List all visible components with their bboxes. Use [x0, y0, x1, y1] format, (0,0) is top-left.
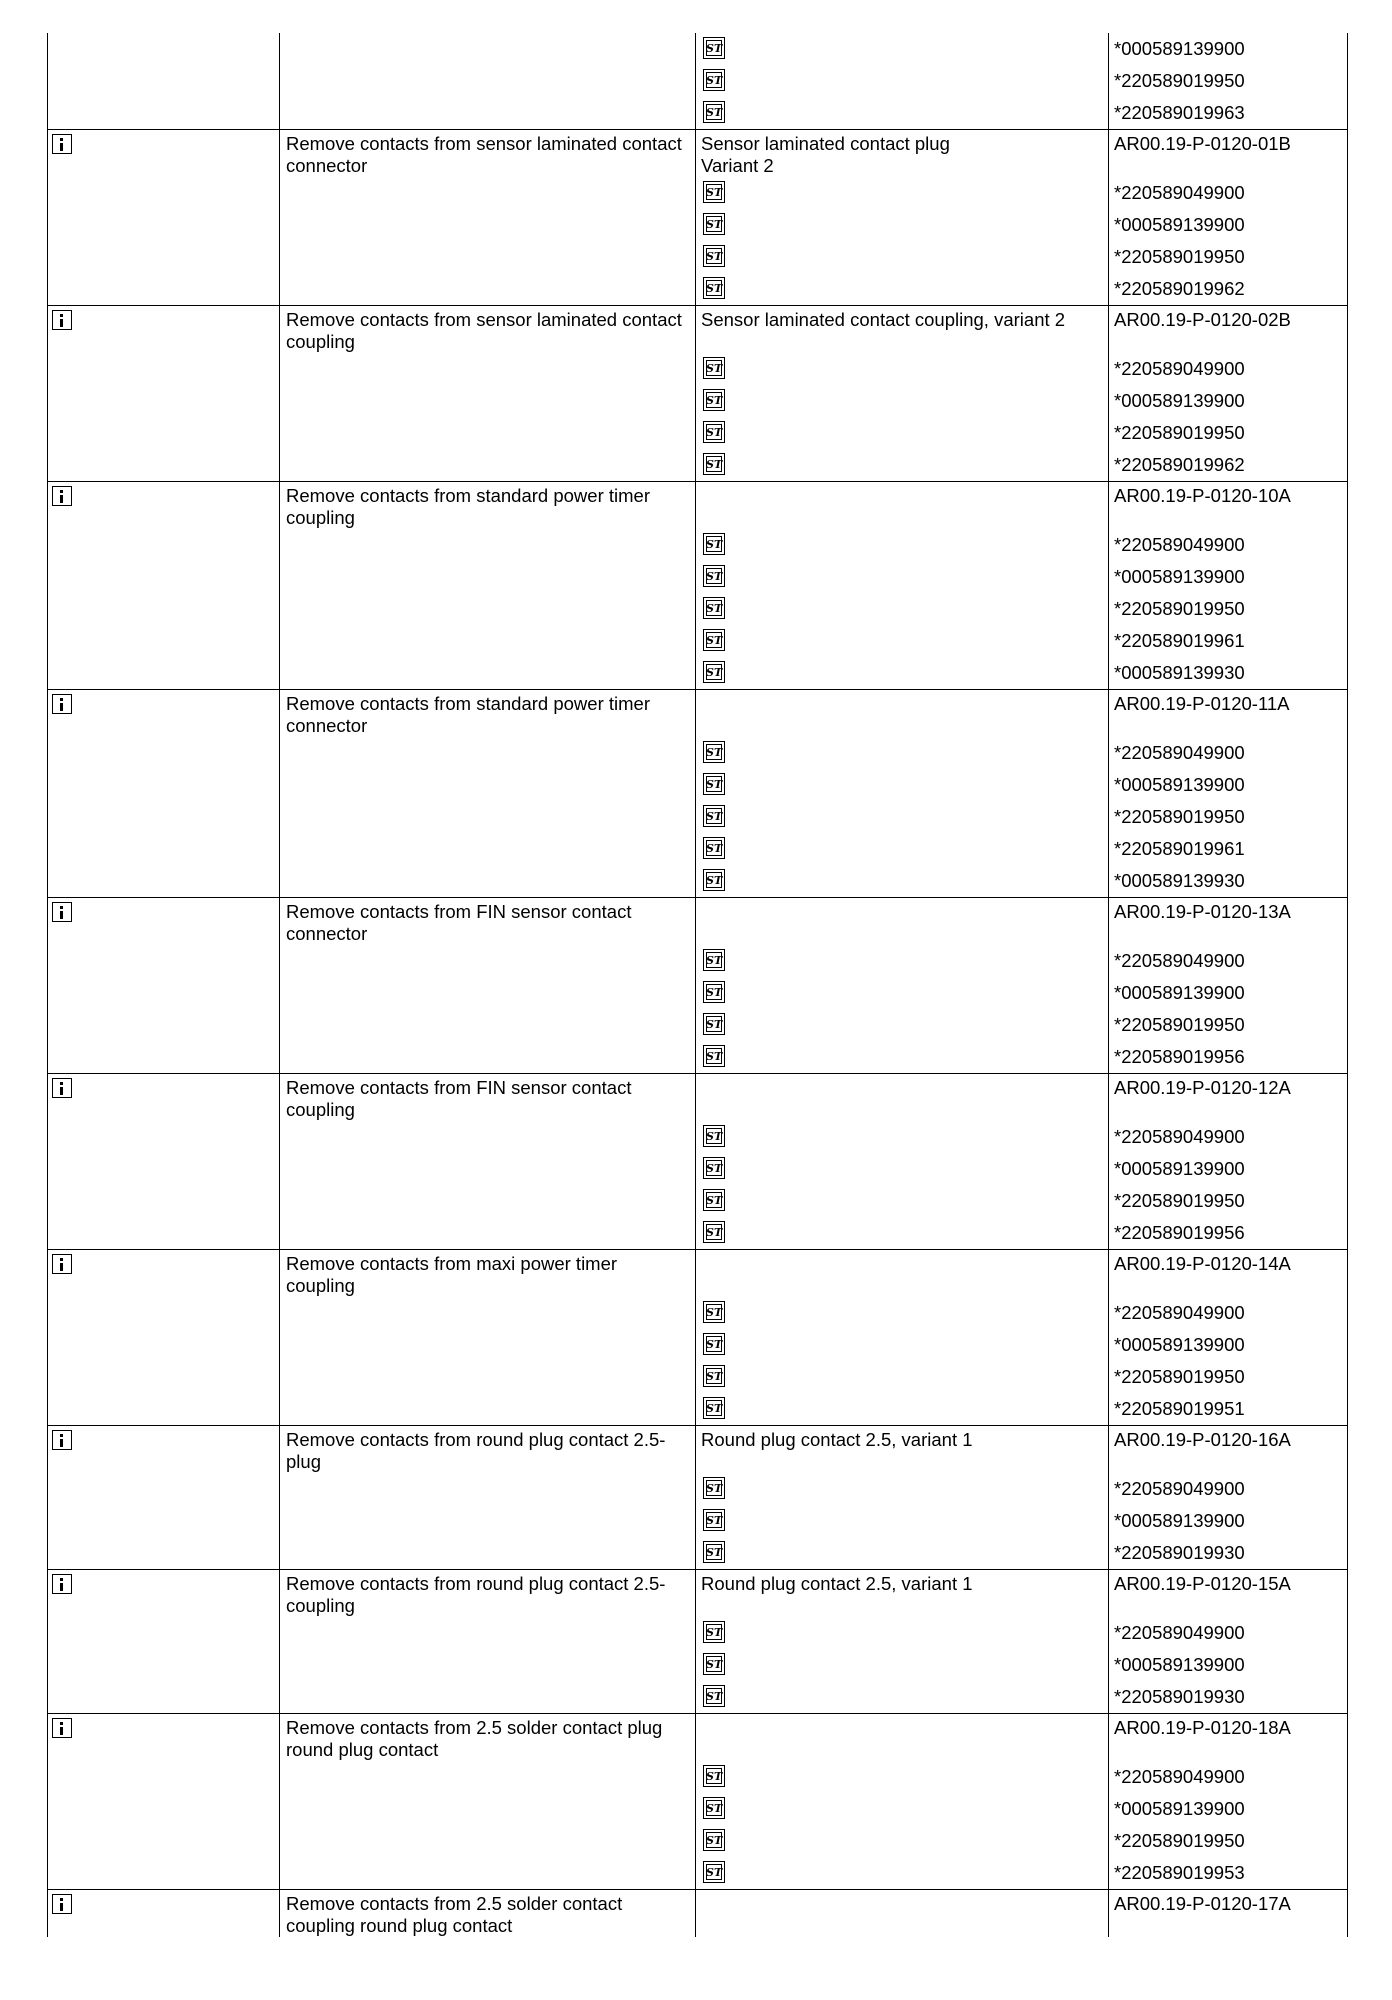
tool-row	[696, 977, 1108, 1009]
tool-part-number[interactable]: *220589019962	[1114, 454, 1245, 475]
tool-part-number[interactable]: *220589019950	[1114, 246, 1245, 267]
tool-part-number[interactable]: *220589019930	[1114, 1686, 1245, 1707]
work-reference-link[interactable]: AR00.19-P-0120-12A	[1114, 1077, 1291, 1098]
tool-part-number[interactable]: *000589139900	[1114, 774, 1245, 795]
tool-part-number[interactable]: *220589019950	[1114, 1830, 1245, 1851]
special-tool-icon[interactable]: ST	[703, 101, 725, 123]
spacer-line	[1114, 923, 1343, 945]
work-step-description: Remove contacts from maxi power timer coupling	[286, 1253, 618, 1296]
work-reference-link[interactable]: AR00.19-P-0120-13A	[1114, 901, 1291, 922]
info-icon[interactable]	[52, 486, 72, 506]
component-spec	[696, 898, 1108, 945]
tool-part-number[interactable]: *000589139900	[1114, 982, 1245, 1003]
special-tool-icon[interactable]: ST	[703, 1765, 725, 1787]
tool-row	[696, 625, 1108, 657]
work-reference-link[interactable]: AR00.19-P-0120-01B	[1114, 133, 1291, 154]
tool-part-number[interactable]: *220589049900	[1114, 358, 1245, 379]
component-cell	[696, 898, 1109, 1074]
tool-row	[696, 209, 1108, 241]
info-icon[interactable]	[52, 1574, 72, 1594]
table-row	[48, 1250, 1348, 1426]
tool-part-number[interactable]: *220589019962	[1114, 278, 1245, 299]
special-tool-icon[interactable]: ST	[703, 773, 725, 795]
spacer-line	[1114, 1739, 1343, 1761]
description-cell	[280, 1426, 696, 1570]
tool-part-number[interactable]: *220589019953	[1114, 1862, 1245, 1883]
spec-line: Round plug contact 2.5, variant 1	[701, 1573, 973, 1594]
component-cell	[696, 306, 1109, 482]
work-step-description: Remove contacts from FIN sensor contact coupling	[286, 1077, 632, 1120]
spec-line: Round plug contact 2.5, variant 1	[701, 1429, 973, 1450]
spec-line	[701, 1915, 1104, 1937]
special-tool-icon[interactable]: ST	[703, 1477, 725, 1499]
special-tool-icon[interactable]: ST	[703, 741, 725, 763]
tool-row	[696, 657, 1108, 689]
spec-line	[701, 1099, 1104, 1121]
special-tool-icon[interactable]: ST	[703, 421, 725, 443]
tool-row	[696, 449, 1108, 481]
spec-line	[701, 901, 1104, 923]
special-tool-icon[interactable]: ST	[703, 533, 725, 555]
tool-part-number[interactable]: *220589049900	[1114, 1126, 1245, 1147]
spec-line	[701, 485, 1104, 507]
tool-part-number[interactable]: *220589049900	[1114, 182, 1245, 203]
special-tool-icon[interactable]: ST	[703, 1221, 725, 1243]
tool-row	[696, 1649, 1108, 1681]
tool-row	[696, 1473, 1108, 1505]
component-spec	[696, 130, 1108, 177]
reference-block	[1109, 1426, 1347, 1473]
description-cell	[280, 482, 696, 690]
component-spec	[696, 1714, 1108, 1761]
work-reference-link[interactable]: AR00.19-P-0120-10A	[1114, 485, 1291, 506]
reference-cell	[1109, 33, 1348, 130]
table-row	[48, 482, 1348, 690]
tool-row	[696, 1361, 1108, 1393]
tool-part-number[interactable]: *220589019950	[1114, 1366, 1245, 1387]
special-tool-icon[interactable]: ST	[703, 213, 725, 235]
work-reference-link[interactable]: AR00.19-P-0120-11A	[1114, 693, 1290, 714]
spec-line	[701, 1595, 1104, 1617]
spacer-line	[1114, 1451, 1343, 1473]
work-step-description: Remove contacts from round plug contact 2.5-plug	[286, 1429, 666, 1472]
tool-row	[696, 1681, 1108, 1713]
special-tool-icon[interactable]: ST	[703, 1397, 725, 1419]
tool-part-number[interactable]: *000589139900	[1114, 1158, 1245, 1179]
spec-line	[701, 331, 1104, 353]
special-tool-icon[interactable]: ST	[703, 389, 725, 411]
tool-row	[696, 353, 1108, 385]
info-icon[interactable]	[52, 1254, 72, 1274]
work-step-description: Remove contacts from 2.5 solder contact plug round plug contact	[286, 1717, 663, 1760]
special-tool-icon[interactable]: ST	[703, 1333, 725, 1355]
work-step-description: Remove contacts from FIN sensor contact connector	[286, 901, 632, 944]
spec-line: Sensor laminated contact plug	[701, 133, 950, 154]
info-icon[interactable]	[52, 902, 72, 922]
spec-line: Sensor laminated contact coupling, variant 2	[701, 309, 1066, 330]
tool-part-number[interactable]: *220589019950	[1114, 1014, 1245, 1035]
component-cell	[696, 130, 1109, 306]
description-cell	[280, 1570, 696, 1714]
spacer-line	[1114, 1595, 1343, 1617]
special-tool-icon[interactable]: ST	[703, 1301, 725, 1323]
special-tool-icon[interactable]: ST	[703, 1829, 725, 1851]
special-tool-icon[interactable]: ST	[703, 1861, 725, 1883]
component-cell	[696, 482, 1109, 690]
tool-row	[696, 1297, 1108, 1329]
component-spec	[696, 306, 1108, 353]
work-reference-link[interactable]: AR00.19-P-0120-15A	[1114, 1573, 1291, 1594]
reference-cell	[1109, 1250, 1348, 1426]
tool-part-number[interactable]: *000589139900	[1114, 38, 1245, 59]
special-tool-icon[interactable]: ST	[703, 869, 725, 891]
special-tool-icon[interactable]: ST	[703, 949, 725, 971]
tool-row	[696, 1761, 1108, 1793]
special-tool-icon[interactable]: ST	[703, 1365, 725, 1387]
tool-row	[696, 737, 1108, 769]
component-cell	[696, 690, 1109, 898]
special-tool-icon[interactable]: ST	[703, 1541, 725, 1563]
description-cell	[280, 306, 696, 482]
spec-line	[701, 923, 1104, 945]
tool-row	[696, 1825, 1108, 1857]
tool-part-number[interactable]: *220589019961	[1114, 838, 1245, 859]
description-cell	[280, 1890, 696, 1938]
tool-part-number[interactable]: *220589019950	[1114, 598, 1245, 619]
work-step-description: Remove contacts from standard power timer connector	[286, 693, 650, 736]
info-cell	[48, 1074, 280, 1250]
table-row	[48, 898, 1348, 1074]
tool-row	[696, 593, 1108, 625]
reference-block	[1109, 1250, 1347, 1297]
special-tool-icon[interactable]: ST	[703, 181, 725, 203]
reference-cell	[1109, 1074, 1348, 1250]
component-spec	[696, 482, 1108, 529]
spec-line	[701, 1451, 1104, 1473]
component-cell	[696, 33, 1109, 130]
special-tool-icon[interactable]: ST	[703, 1685, 725, 1707]
tool-row	[696, 1009, 1108, 1041]
work-reference-link[interactable]: AR00.19-P-0120-16A	[1114, 1429, 1291, 1450]
component-spec	[696, 1250, 1108, 1297]
tool-row	[696, 945, 1108, 977]
tool-part-number[interactable]: *220589019950	[1114, 806, 1245, 827]
work-step-description: Remove contacts from sensor laminated contact coupling	[286, 309, 682, 352]
spacer-line	[1114, 155, 1343, 177]
tool-row	[696, 1617, 1108, 1649]
spacer-line	[1114, 1099, 1343, 1121]
special-tool-icon[interactable]: ST	[703, 981, 725, 1003]
spacer-line	[1114, 715, 1343, 737]
tool-part-number[interactable]: *000589139900	[1114, 1510, 1245, 1531]
info-cell	[48, 33, 280, 130]
tool-part-number[interactable]: *000589139900	[1114, 1654, 1245, 1675]
table-row	[48, 1890, 1348, 1938]
tool-part-number[interactable]: *220589019961	[1114, 630, 1245, 651]
tool-part-number[interactable]: *000589139930	[1114, 662, 1245, 683]
reference-block	[1109, 482, 1347, 529]
reference-block	[1109, 1074, 1347, 1121]
table-row	[48, 690, 1348, 898]
info-icon[interactable]	[52, 1078, 72, 1098]
tool-row	[696, 833, 1108, 865]
special-tool-icon[interactable]: ST	[703, 837, 725, 859]
reference-block	[1109, 898, 1347, 945]
tool-row	[696, 529, 1108, 561]
work-reference-link[interactable]: AR00.19-P-0120-17A	[1114, 1893, 1291, 1914]
table-row	[48, 130, 1348, 306]
tool-part-number[interactable]: *220589049900	[1114, 1478, 1245, 1499]
special-tool-icon[interactable]: ST	[703, 1621, 725, 1643]
component-spec	[696, 690, 1108, 737]
description-cell	[280, 1250, 696, 1426]
component-spec	[696, 1570, 1108, 1617]
special-tool-icon[interactable]: ST	[703, 277, 725, 299]
reference-cell	[1109, 130, 1348, 306]
special-tools-table	[47, 33, 1348, 1937]
tool-part-number[interactable]: *220589019956	[1114, 1046, 1245, 1067]
tool-part-number[interactable]: *220589019950	[1114, 1190, 1245, 1211]
reference-block	[1109, 1714, 1347, 1761]
special-tool-icon[interactable]: ST	[703, 661, 725, 683]
special-tool-icon[interactable]: ST	[703, 1157, 725, 1179]
info-icon[interactable]	[52, 134, 72, 154]
tool-part-number[interactable]: *000589139900	[1114, 566, 1245, 587]
spec-line	[701, 1275, 1104, 1297]
tool-part-number[interactable]: *000589139900	[1114, 214, 1245, 235]
info-cell	[48, 482, 280, 690]
spacer-line	[1114, 1915, 1343, 1937]
reference-cell	[1109, 306, 1348, 482]
work-step-description: Remove contacts from standard power timer coupling	[286, 485, 650, 528]
reference-cell	[1109, 898, 1348, 1074]
special-tool-icon[interactable]: ST	[703, 629, 725, 651]
spec-line	[701, 1253, 1104, 1275]
work-step-description: Remove contacts from 2.5 solder contact coupling round plug contact	[286, 1893, 623, 1936]
reference-cell	[1109, 1426, 1348, 1570]
component-spec	[696, 1426, 1108, 1473]
table-row	[48, 1074, 1348, 1250]
tool-part-number[interactable]: *220589019950	[1114, 422, 1245, 443]
tool-row	[696, 1121, 1108, 1153]
description-cell	[280, 33, 696, 130]
spec-line	[701, 693, 1104, 715]
component-spec	[696, 1074, 1108, 1121]
reference-cell	[1109, 1714, 1348, 1890]
tool-part-number[interactable]: *220589019963	[1114, 102, 1245, 123]
description-cell	[280, 1714, 696, 1890]
reference-cell	[1109, 690, 1348, 898]
special-tool-icon[interactable]: ST	[703, 1013, 725, 1035]
table-row	[48, 1714, 1348, 1890]
info-icon[interactable]	[52, 694, 72, 714]
info-cell	[48, 1890, 280, 1938]
component-cell	[696, 1426, 1109, 1570]
special-tool-icon[interactable]: ST	[703, 597, 725, 619]
tool-row	[696, 385, 1108, 417]
component-cell	[696, 1250, 1109, 1426]
tool-row	[696, 801, 1108, 833]
info-cell	[48, 898, 280, 1074]
tool-row	[696, 65, 1108, 97]
special-tool-icon[interactable]: ST	[703, 565, 725, 587]
tool-row	[696, 177, 1108, 209]
spacer-line	[1114, 331, 1343, 353]
tool-row	[696, 33, 1108, 65]
reference-cell	[1109, 482, 1348, 690]
tool-row	[696, 1041, 1108, 1073]
tool-row	[696, 1153, 1108, 1185]
special-tool-icon[interactable]: ST	[703, 1125, 725, 1147]
tool-part-number[interactable]: *000589139900	[1114, 1334, 1245, 1355]
table-row	[48, 1570, 1348, 1714]
component-cell	[696, 1890, 1109, 1938]
description-cell	[280, 130, 696, 306]
tool-part-number[interactable]: *220589019951	[1114, 1398, 1245, 1419]
special-tool-icon[interactable]: ST	[703, 245, 725, 267]
special-tool-icon[interactable]: ST	[703, 1509, 725, 1531]
reference-block	[1109, 130, 1347, 177]
tool-row	[696, 1505, 1108, 1537]
spec-line	[701, 507, 1104, 529]
component-cell	[696, 1074, 1109, 1250]
tool-row	[696, 1393, 1108, 1425]
info-icon[interactable]	[52, 1894, 72, 1914]
tool-part-number[interactable]: *220589049900	[1114, 1622, 1245, 1643]
special-tool-icon[interactable]: ST	[703, 1797, 725, 1819]
tool-part-number[interactable]: *220589049900	[1114, 742, 1245, 763]
info-icon[interactable]	[52, 1718, 72, 1738]
work-step-description: Remove contacts from sensor laminated contact connector	[286, 133, 682, 176]
info-icon[interactable]	[52, 1430, 72, 1450]
tool-part-number[interactable]: *000589139930	[1114, 870, 1245, 891]
reference-block	[1109, 690, 1347, 737]
special-tool-icon[interactable]: ST	[703, 37, 725, 59]
component-cell	[696, 1714, 1109, 1890]
spec-line	[701, 1739, 1104, 1761]
tool-part-number[interactable]: *220589049900	[1114, 1766, 1245, 1787]
reference-block	[1109, 1890, 1347, 1937]
spacer-line	[1114, 507, 1343, 529]
spec-line: Variant 2	[701, 155, 774, 176]
info-cell	[48, 1250, 280, 1426]
table-row	[48, 33, 1348, 130]
tool-part-number[interactable]: *220589049900	[1114, 1302, 1245, 1323]
spec-line	[701, 1077, 1104, 1099]
description-cell	[280, 690, 696, 898]
tool-row	[696, 1185, 1108, 1217]
tool-part-number[interactable]: *220589019930	[1114, 1542, 1245, 1563]
tool-part-number[interactable]: *220589049900	[1114, 534, 1245, 555]
special-tool-icon[interactable]: ST	[703, 1045, 725, 1067]
tool-row	[696, 1537, 1108, 1569]
tool-row	[696, 97, 1108, 129]
tool-row	[696, 769, 1108, 801]
special-tool-icon[interactable]: ST	[703, 453, 725, 475]
reference-cell	[1109, 1570, 1348, 1714]
spec-line	[701, 1717, 1104, 1739]
work-step-description	[280, 33, 695, 36]
table-row	[48, 1426, 1348, 1570]
spec-line	[701, 715, 1104, 737]
info-cell	[48, 1426, 280, 1570]
reference-block	[1109, 1570, 1347, 1617]
component-spec	[696, 1890, 1108, 1937]
tool-row	[696, 1857, 1108, 1889]
work-step-description: Remove contacts from round plug contact 2.5-coupling	[286, 1573, 666, 1616]
tool-row	[696, 417, 1108, 449]
tool-row	[696, 241, 1108, 273]
special-tool-icon[interactable]: ST	[703, 69, 725, 91]
spacer-line	[1114, 1275, 1343, 1297]
info-cell	[48, 1570, 280, 1714]
work-reference-link[interactable]: AR00.19-P-0120-02B	[1114, 309, 1291, 330]
spec-line	[701, 1893, 1104, 1915]
tool-part-number[interactable]: *220589049900	[1114, 950, 1245, 971]
tool-part-number[interactable]: *000589139900	[1114, 390, 1245, 411]
description-cell	[280, 1074, 696, 1250]
tool-row	[696, 561, 1108, 593]
table-row	[48, 306, 1348, 482]
work-reference-link[interactable]: AR00.19-P-0120-14A	[1114, 1253, 1291, 1274]
info-cell	[48, 306, 280, 482]
tool-row	[696, 273, 1108, 305]
tool-part-number[interactable]: *000589139900	[1114, 1798, 1245, 1819]
special-tool-icon[interactable]: ST	[703, 1189, 725, 1211]
info-icon[interactable]	[52, 310, 72, 330]
tool-row	[696, 1217, 1108, 1249]
special-tool-icon[interactable]: ST	[703, 1653, 725, 1675]
tool-part-number[interactable]: *220589019956	[1114, 1222, 1245, 1243]
tool-row	[696, 865, 1108, 897]
tool-row	[696, 1329, 1108, 1361]
reference-block	[1109, 306, 1347, 353]
tool-row	[696, 1793, 1108, 1825]
info-cell	[48, 1714, 280, 1890]
info-cell	[48, 690, 280, 898]
special-tool-icon[interactable]: ST	[703, 805, 725, 827]
reference-cell	[1109, 1890, 1348, 1938]
component-cell	[696, 1570, 1109, 1714]
tool-part-number[interactable]: *220589019950	[1114, 70, 1245, 91]
description-cell	[280, 898, 696, 1074]
info-cell	[48, 130, 280, 306]
special-tool-icon[interactable]: ST	[703, 357, 725, 379]
work-reference-link[interactable]: AR00.19-P-0120-18A	[1114, 1717, 1291, 1738]
